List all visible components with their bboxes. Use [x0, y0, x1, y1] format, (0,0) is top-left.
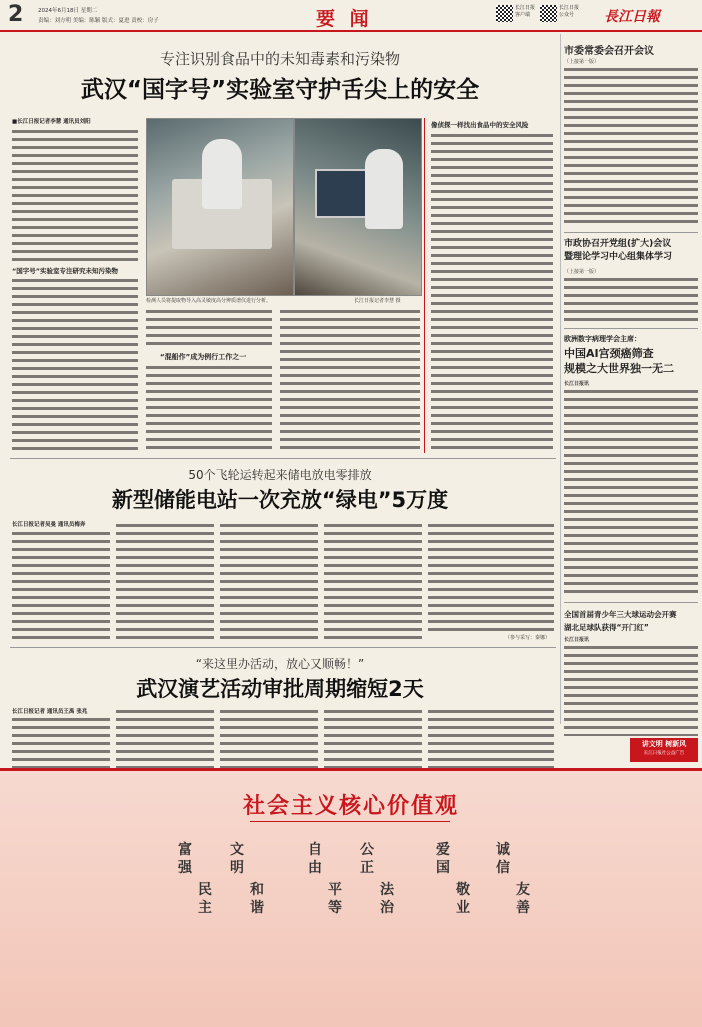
value-word: 诚信 [496, 842, 510, 876]
story3-kicker: “来这里办活动，放心又顺畅！” [195, 657, 365, 671]
value-word: 和谐 [250, 882, 264, 916]
values-row [0, 841, 702, 1021]
right-title-1: 市委常委会召开会议 [564, 46, 654, 57]
right-lead-3: 长江日报讯 [564, 381, 590, 387]
sidebar-heading: 像侦探一样找出食品中的安全风险 [431, 121, 529, 129]
right-title-2: 市政协召开党组(扩大)会议 暨理论学习中心组集体学习 [564, 239, 673, 262]
right-divider-3 [564, 602, 698, 603]
value-pair [178, 841, 218, 1011]
qr-code-2[interactable] [540, 5, 557, 22]
sidebar-box [424, 118, 557, 453]
lead-body-col1 [12, 128, 138, 263]
right-body-1 [564, 66, 698, 226]
value-pair [230, 841, 270, 1011]
value-word: 爱国 [436, 842, 450, 876]
story2-body-col2 [116, 522, 214, 642]
lab-photo [146, 118, 294, 296]
promo-badge [630, 738, 698, 762]
core-values-banner [0, 768, 702, 1027]
right-column [564, 34, 698, 734]
value-word: 法治 [380, 882, 394, 916]
story3-body-col5 [428, 708, 554, 772]
sidebar-body [431, 132, 553, 452]
value-word: 文明 [230, 842, 244, 876]
lead-body-col2 [146, 308, 272, 348]
date-line: 2024年6月18日 星期二 [38, 8, 98, 14]
banner-underline [250, 821, 450, 822]
lead-kicker: 专注识别食品中的未知毒素和污染物 [159, 50, 400, 68]
story3-byline: 长江日报记者 通讯员王禹 张兆 [12, 709, 88, 715]
lead-body-col2b [146, 364, 272, 453]
qr-label-1: 长江日报 客户端 [515, 5, 536, 18]
right-divider-2 [564, 328, 698, 329]
value-word: 自由 [308, 842, 322, 876]
value-pair [308, 841, 348, 1011]
story2-body-col3 [220, 522, 318, 642]
story2-signoff: （参与采写：秦娜） [505, 635, 551, 641]
section-title: 要 闻 [316, 8, 373, 30]
photo-caption-1: 检测人员将提取物导入高灵敏度高分辨质谱仪进行分析。 [146, 298, 272, 304]
column-divider [560, 34, 561, 724]
lead-divider [10, 458, 556, 459]
value-word: 民主 [198, 882, 212, 916]
value-word: 平等 [328, 882, 342, 916]
value-word: 公正 [360, 842, 374, 876]
story2-byline: 长江日报记者吴曼 通讯员梅奔 [12, 522, 86, 528]
lead-subhead-1: “国字号”实验室专注研究未知污染物 [12, 267, 119, 275]
lead-body-col3 [280, 308, 420, 453]
technician-figure [202, 139, 242, 209]
analyst-figure [365, 149, 403, 229]
story2-body-col4 [324, 522, 422, 642]
right-lead-1: （上接第一版） [564, 59, 600, 65]
lead-headline: 武汉“国字号”实验室守护舌尖上的安全 [80, 77, 480, 103]
masthead-rule [0, 30, 702, 32]
lead-byline: ■长江日报记者李慧 通讯员刘阳 [12, 119, 91, 125]
lead-subhead-2: “混船作”成为例行工作之一 [160, 353, 247, 361]
value-word: 友善 [516, 882, 530, 916]
value-word: 富强 [178, 842, 192, 876]
right-body-4 [564, 644, 698, 736]
analysis-photo [294, 118, 422, 296]
right-lead-4: 长江日报讯 [564, 637, 590, 643]
right-title-3: 中国AI宫颈癌筛查 规模之大世界独一无二 [564, 347, 674, 375]
value-pair [436, 841, 476, 1011]
promo-line-1: 讲文明 树新风 [641, 740, 687, 748]
right-lead-2: （上接第一版） [564, 269, 600, 275]
right-title-4: 全国首届青少年三大球运动会开赛 湖北足球队获得“开门红” [564, 610, 677, 632]
banner-title: 社会主义核心价值观 [242, 794, 459, 819]
promo-line-2: 长江日报社公益广告 [643, 751, 685, 756]
editor-line: 责编：刘方明 美编：陈颖 版式：夏进 责校：房子 [38, 18, 159, 24]
value-word: 敬业 [456, 882, 470, 916]
story2-headline: 新型储能电站一次充放“绿电”5万度 [111, 488, 449, 512]
story2-body-col1 [12, 530, 110, 642]
right-body-3 [564, 388, 698, 598]
qr-label-2: 长江日报 公众号 [559, 5, 580, 18]
value-pair [496, 841, 536, 1011]
photo-caption-2: 长江日报记者李慧 摄 [354, 298, 401, 304]
right-kicker-3: 欧洲数字病理学会主席： [564, 335, 641, 343]
lead-body-col1b [12, 277, 138, 453]
story2-divider [10, 647, 556, 648]
story2-kicker: 50个飞轮运转起来储电放电零排放 [188, 468, 372, 482]
page-number: 2 [8, 2, 24, 27]
qr-code-1[interactable] [496, 5, 513, 22]
story3-headline: 武汉演艺活动审批周期缩短2天 [136, 677, 424, 701]
value-pair [360, 841, 400, 1011]
story2-body-col5 [428, 522, 554, 632]
brand-logo: 長江日報 [604, 9, 660, 25]
right-divider-1 [564, 232, 698, 233]
right-body-2 [564, 276, 698, 324]
